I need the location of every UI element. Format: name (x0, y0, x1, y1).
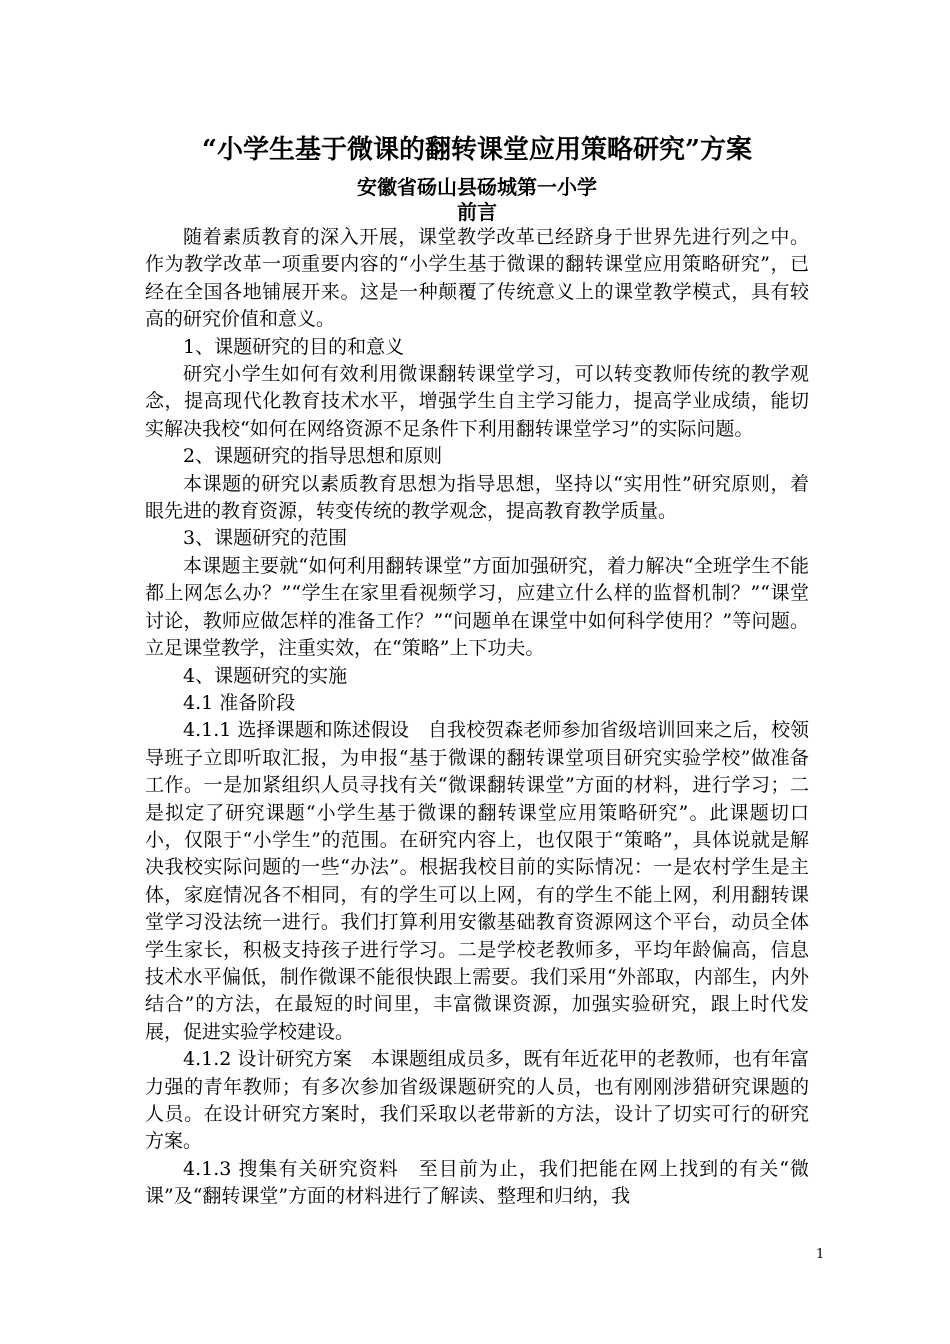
foreword-paragraph: 随着素质教育的深入开展，课堂教学改革已经跻身于世界先进行列之中。作为教学改革一项重要内容的“小学生基于微课的翻转课堂应用策略研究”，已经在全国各地铺展开来。这是一种颠覆了传统意义上的课堂教学模式，具有较高的研究价值和意义。 (145, 226, 809, 331)
section-heading-scope: 3、课题研究的范围 (183, 527, 348, 550)
subsection-heading-preparation: 4.1 准备阶段 (183, 691, 296, 714)
section-heading-implementation: 4、课题研究的实施 (183, 664, 348, 687)
scope-paragraph: 本课题主要就“如何利用翻转课堂”方面加强研究，着力解决“全班学生不能都上网怎么办？”“学生在家里看视频学习，应建立什么样的监督机制？”“课堂讨论，教师应做怎样的准备工作？”“问题单在课堂中如何科学使用？”等问题。立足课堂教学，注重实效，在“策略”上下功夫。 (145, 554, 809, 660)
purpose-paragraph: 研究小学生如何有效利用微课翻转课堂学习，可以转变教师传统的教学观念，提高现代化教育技术水平，增强学生自主学习能力，提高学业成绩，能切实解决我校“如何在网络资源不足条件下利用翻转课堂学习”的实际问题。 (145, 363, 809, 440)
school-name: 安徽省砀山县砀城第一小学 (357, 175, 597, 199)
page-number: 1 (816, 1247, 825, 1262)
topic-selection-paragraph: 4.1.1 选择课题和陈述假设 自我校贺森老师参加省级培训回来之后，校领导班子立即听取汇报，为申报“基于微课的翻转课堂项目研究实验学校”做准备工作。一是加紧组织人员寻找有关“微课翻转课堂”方面的材料，进行学习；二是拟定了研究课题“小学生基于微课的翻转课堂应用策略研究”。此课题切口小，仅限于“小学生”的范围。在研究内容上，也仅限于“策略”，具体说就是解决我校实际问题的一些“办法”。根据我校目前的实际情况：一是农村学生是主体，家庭情况各不相同，有的学生可以上网，有的学生不能上网，利用翻转课堂学习没法统一进行。我们打算利用安徽基础教育资源网这个平台，动员全体学生家长，积极支持孩子进行学习。二是学校老教师多，平均年龄偏高，信息技术水平偏低，制作微课不能很快跟上需要。我们采用“外部取，内部生，内外结合”的方法，在最短的时间里，丰富微课资源，加强实验研究，跟上时代发展，促进实验学校建设。 (145, 719, 809, 1043)
section-heading-purpose: 1、课题研究的目的和意义 (183, 335, 405, 358)
section-heading-principles: 2、课题研究的指导思想和原则 (183, 445, 443, 468)
research-plan-paragraph: 4.1.2 设计研究方案 本课题组成员多，既有年近花甲的老教师，也有年富力强的青年教师；有多次参加省级课题研究的人员，也有刚刚涉猎研究课题的人员。在设计研究方案时，我们采取以老带新的方法，设计了切实可行的研究方案。 (145, 1048, 809, 1153)
foreword-heading: 前言 (457, 200, 497, 224)
principles-paragraph: 本课题的研究以素质教育思想为指导思想，坚持以“实用性”研究原则，着眼先进的教育资源，转变传统的教学观念，提高教育教学质量。 (145, 472, 809, 523)
document-title: “小学生基于微课的翻转课堂应用策略研究”方案 (202, 135, 752, 165)
materials-collection-paragraph: 4.1.3 搜集有关研究资料 至目前为止，我们把能在网上找到的有关“微课”及“翻转课堂”方面的材料进行了解读、整理和归纳，我 (145, 1157, 809, 1208)
document-body (145, 130, 809, 1211)
